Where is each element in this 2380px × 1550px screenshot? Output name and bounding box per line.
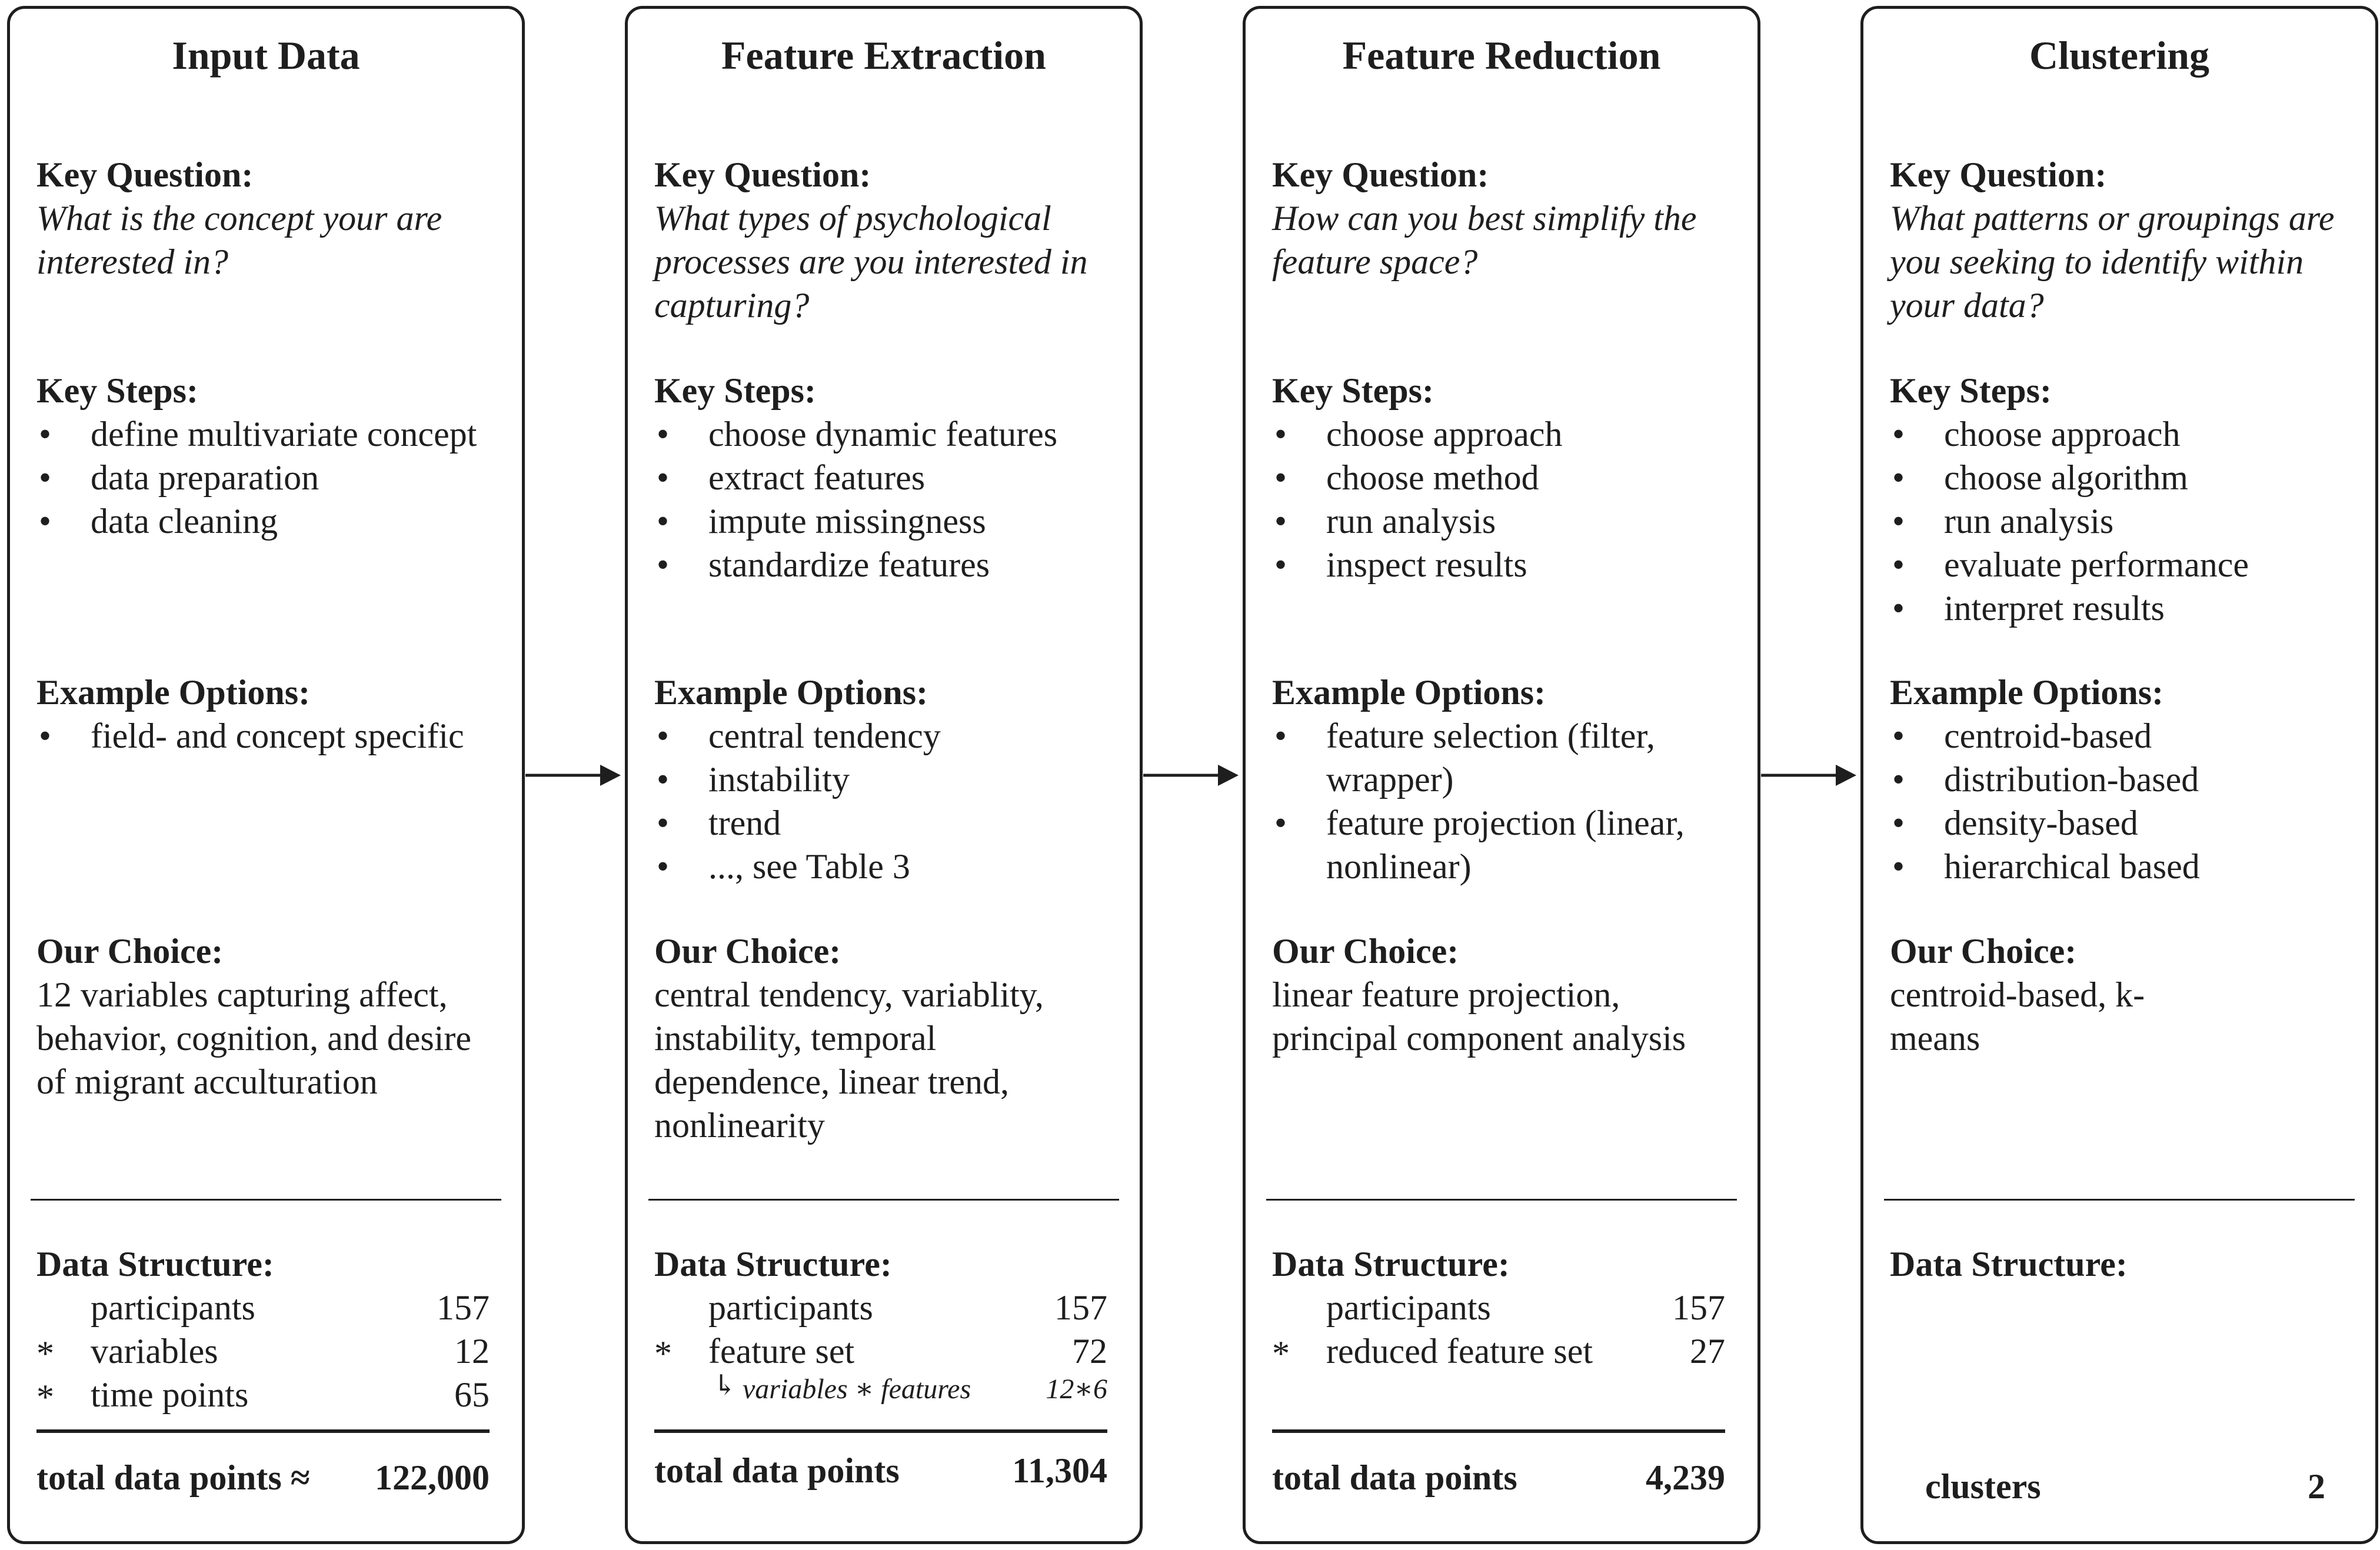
key-question-heading: Key Question: xyxy=(1272,155,1489,194)
key-question-heading: Key Question: xyxy=(654,155,871,194)
our-choice-heading: Our Choice: xyxy=(36,932,224,971)
our-choice-text: linear feature projection, principal component analysis xyxy=(1272,975,1686,1058)
row-value: 12 xyxy=(454,1332,490,1371)
key-question-block xyxy=(1890,153,2349,327)
total-value: 4,239 xyxy=(1646,1458,1725,1497)
list-item: • hierarchical based xyxy=(1890,845,2349,888)
list-item: • standardize features xyxy=(654,543,1113,586)
data-structure-row xyxy=(36,1329,495,1373)
example-options-block xyxy=(1272,671,1731,888)
list-item: • define multivariate concept xyxy=(36,412,495,456)
panel-title: Feature Reduction xyxy=(1342,33,1661,78)
panel-title: Clustering xyxy=(2029,33,2209,78)
panel-title: Input Data xyxy=(172,33,360,78)
clusters-value: 2 xyxy=(2308,1467,2325,1506)
list-item: • extract features xyxy=(654,456,1113,499)
our-choice-block xyxy=(36,929,495,1104)
arrow-extraction-to-reduction xyxy=(1143,765,1239,786)
row-value: 157 xyxy=(1054,1288,1107,1327)
row-label: participants xyxy=(91,1288,255,1327)
divider xyxy=(1266,1199,1737,1201)
list-item: • density-based xyxy=(1890,801,2349,845)
total-label: total data points xyxy=(1272,1458,1517,1497)
list-item: • choose approach xyxy=(1890,412,2349,456)
panel-clustering xyxy=(1860,6,2378,1544)
data-structure-heading: Data Structure: xyxy=(654,1245,892,1284)
data-structure-row xyxy=(654,1329,1113,1373)
list-item: • inspect results xyxy=(1272,543,1731,586)
row-value: 157 xyxy=(1672,1288,1725,1327)
data-structure-heading: Data Structure: xyxy=(1272,1245,1510,1284)
list-item: • run analysis xyxy=(1890,499,2349,543)
data-structure-row xyxy=(654,1286,1113,1329)
our-choice-text: central tendency, variablity, instability, temporal dependence, linear trend, nonlinearity xyxy=(654,975,1044,1145)
panel-title: Feature Extraction xyxy=(721,33,1047,78)
key-steps-block xyxy=(36,369,495,543)
divider xyxy=(31,1199,501,1201)
key-question-block xyxy=(1272,153,1731,284)
multiply-mark: * xyxy=(654,1334,672,1373)
list-item: • choose algorithm xyxy=(1890,456,2349,499)
key-question-block xyxy=(654,153,1113,327)
data-structure-block xyxy=(36,1242,495,1416)
subrow-arrow-icon: ↳ xyxy=(713,1370,737,1401)
example-options-heading: Example Options: xyxy=(36,673,311,712)
clusters-label: clusters xyxy=(1925,1467,2041,1506)
multiply-mark: * xyxy=(36,1378,54,1416)
row-value: 157 xyxy=(437,1288,490,1327)
data-structure-heading: Data Structure: xyxy=(1890,1245,2128,1284)
key-steps-block xyxy=(1272,369,1731,586)
example-options-heading: Example Options: xyxy=(1890,673,2164,712)
key-question-text: How can you best simplify the feature space? xyxy=(1272,199,1697,281)
list-item: • instability xyxy=(654,758,1113,801)
data-structure-subrow xyxy=(654,1370,1113,1406)
total-label: total data points ≈ xyxy=(36,1458,310,1497)
example-options-block xyxy=(1890,671,2349,888)
our-choice-block xyxy=(1272,929,1731,1060)
total-divider xyxy=(36,1429,490,1433)
list-item: • ..., see Table 3 xyxy=(654,845,1113,888)
total-label: total data points xyxy=(654,1451,900,1490)
multiply-mark: * xyxy=(36,1334,54,1373)
list-item: • centroid-based xyxy=(1890,714,2349,758)
key-steps-heading: Key Steps: xyxy=(1272,371,1434,410)
list-item: • field- and concept specific xyxy=(36,714,495,758)
data-structure-heading: Data Structure: xyxy=(36,1245,274,1284)
total-value: 11,304 xyxy=(1012,1451,1107,1490)
total-value: 122,000 xyxy=(375,1458,490,1497)
list-item: • feature projection (linear, nonlinear) xyxy=(1272,801,1731,888)
data-structure-row xyxy=(36,1286,495,1329)
example-options-block xyxy=(36,671,495,758)
key-steps-heading: Key Steps: xyxy=(36,371,198,410)
row-value: 72 xyxy=(1072,1332,1107,1371)
key-steps-heading: Key Steps: xyxy=(654,371,816,410)
total-row xyxy=(1272,1456,1725,1499)
key-steps-block xyxy=(654,369,1113,586)
example-options-block xyxy=(654,671,1113,888)
list-item: • evaluate performance xyxy=(1890,543,2349,586)
list-item: • run analysis xyxy=(1272,499,1731,543)
example-options-heading: Example Options: xyxy=(1272,673,1546,712)
total-row xyxy=(654,1449,1107,1492)
row-label: participants xyxy=(708,1288,873,1327)
our-choice-heading: Our Choice: xyxy=(1272,932,1459,971)
row-value: 27 xyxy=(1690,1332,1725,1371)
our-choice-heading: Our Choice: xyxy=(654,932,841,971)
list-item: • interpret results xyxy=(1890,586,2349,630)
data-structure-block xyxy=(1272,1242,1731,1373)
data-structure-row xyxy=(1272,1329,1731,1373)
panel-feature-extraction xyxy=(625,6,1143,1544)
row-label: feature set xyxy=(708,1332,855,1371)
list-item: • choose approach xyxy=(1272,412,1731,456)
subrow-label: variables ∗ features xyxy=(743,1374,971,1405)
total-divider xyxy=(654,1429,1107,1433)
panel-input-data xyxy=(7,6,525,1544)
our-choice-text: 12 variables capturing affect, behavior, cognition, and desire of migrant acculturation xyxy=(36,975,472,1101)
data-structure-block xyxy=(654,1242,1113,1406)
subrow-value: 12∗6 xyxy=(1046,1374,1107,1405)
our-choice-block xyxy=(1890,929,2349,1060)
list-item: • choose dynamic features xyxy=(654,412,1113,456)
key-steps-block xyxy=(1890,369,2349,630)
list-item: • choose method xyxy=(1272,456,1731,499)
list-item: • distribution-based xyxy=(1890,758,2349,801)
data-structure-row xyxy=(36,1373,495,1416)
key-question-heading: Key Question: xyxy=(36,155,254,194)
data-structure-block xyxy=(1890,1242,2349,1286)
key-question-block xyxy=(36,153,495,284)
data-structure-row xyxy=(1272,1286,1731,1329)
list-item: • impute missingness xyxy=(654,499,1113,543)
row-label: reduced feature set xyxy=(1326,1332,1593,1371)
total-divider xyxy=(1272,1429,1725,1433)
arrow-reduction-to-clustering xyxy=(1761,765,1856,786)
row-label: participants xyxy=(1326,1288,1491,1327)
list-item: • data cleaning xyxy=(36,499,495,543)
example-options-heading: Example Options: xyxy=(654,673,928,712)
our-choice-text: centroid-based, k-means xyxy=(1890,975,2145,1058)
clusters-row xyxy=(1925,1465,2325,1508)
multiply-mark: * xyxy=(1272,1334,1290,1373)
list-item: • data preparation xyxy=(36,456,495,499)
our-choice-block xyxy=(654,929,1113,1147)
list-item: • feature selection (filter, wrapper) xyxy=(1272,714,1731,801)
key-question-text: What is the concept your are interested in? xyxy=(36,199,442,281)
row-value: 65 xyxy=(454,1375,490,1414)
key-question-heading: Key Question: xyxy=(1890,155,2107,194)
total-row xyxy=(36,1456,490,1499)
our-choice-heading: Our Choice: xyxy=(1890,932,2077,971)
divider xyxy=(1884,1199,2355,1201)
key-question-text: What patterns or groupings are you seeking to identify within your data? xyxy=(1890,199,2335,325)
key-question-text: What types of psychological processes are you interested in capturing? xyxy=(654,199,1088,325)
divider xyxy=(648,1199,1119,1201)
key-steps-heading: Key Steps: xyxy=(1890,371,2052,410)
panel-feature-reduction xyxy=(1243,6,1760,1544)
list-item: • central tendency xyxy=(654,714,1113,758)
row-label: variables xyxy=(91,1332,218,1371)
list-item: • trend xyxy=(654,801,1113,845)
arrow-input-to-extraction xyxy=(525,765,621,786)
row-label: time points xyxy=(91,1375,249,1414)
